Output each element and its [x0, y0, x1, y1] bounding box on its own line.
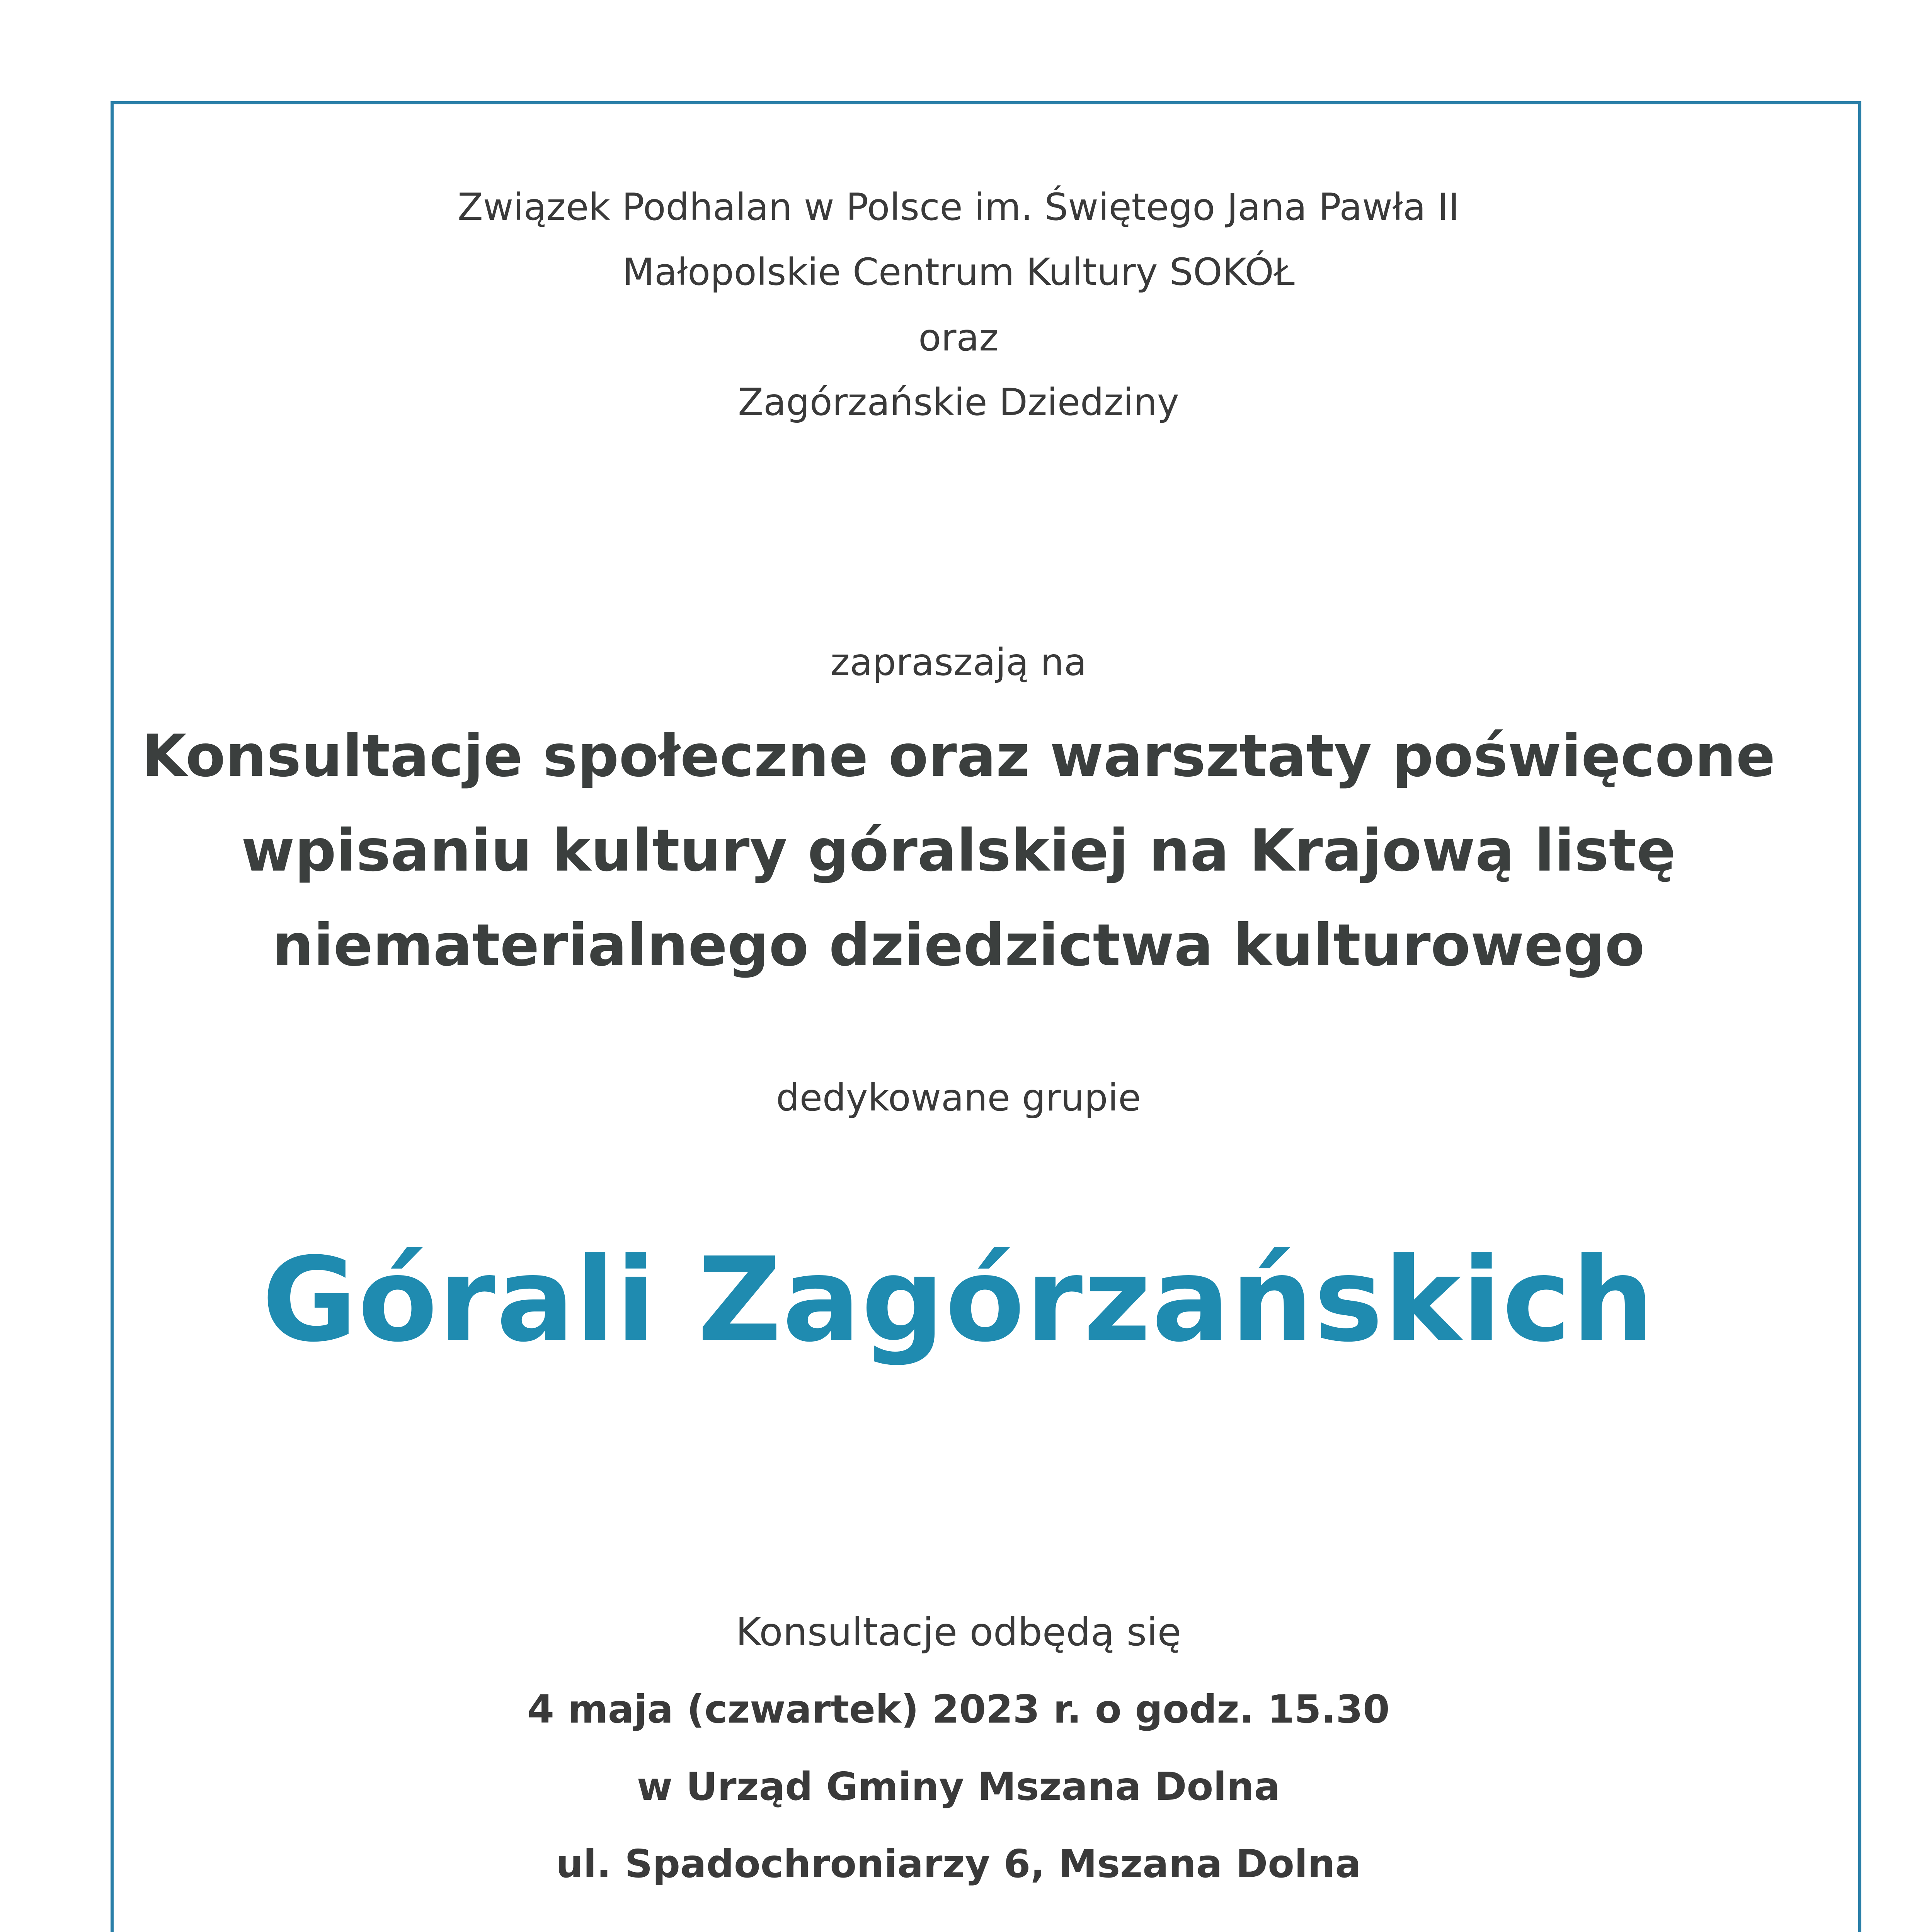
details-intro: Konsultacje odbędą się — [735, 1609, 1182, 1655]
headline-line-2: wpisaniu kultury góralskiej na Krajową listę — [241, 817, 1676, 884]
headline-line-1: Konsultacje społeczne oraz warsztaty poświęcone — [141, 723, 1776, 790]
dedication-text: dedykowane grupie — [776, 1076, 1141, 1119]
organizer-line-2: Małopolskie Centrum Kultury SOKÓŁ — [622, 250, 1295, 294]
organizer-line-1: Związek Podhalan w Polsce im. Świętego Jana Pawła II — [457, 185, 1460, 229]
group-name: Górali Zagórzańskich — [262, 1233, 1655, 1367]
details-place: w Urząd Gminy Mszana Dolna — [637, 1764, 1280, 1809]
organizer-line-3: oraz — [918, 316, 999, 359]
details-address: ul. Spadochroniarzy 6, Mszana Dolna — [556, 1841, 1361, 1886]
invite-text: zapraszają na — [830, 641, 1087, 684]
organizer-line-4: Zagórzańskie Dziedziny — [738, 381, 1179, 424]
details-date: 4 maja (czwartek) 2023 r. o godz. 15.30 — [527, 1687, 1390, 1732]
page-border — [111, 101, 1861, 1932]
headline-line-3: niematerialnego dziedzictwa kulturowego — [272, 912, 1645, 979]
